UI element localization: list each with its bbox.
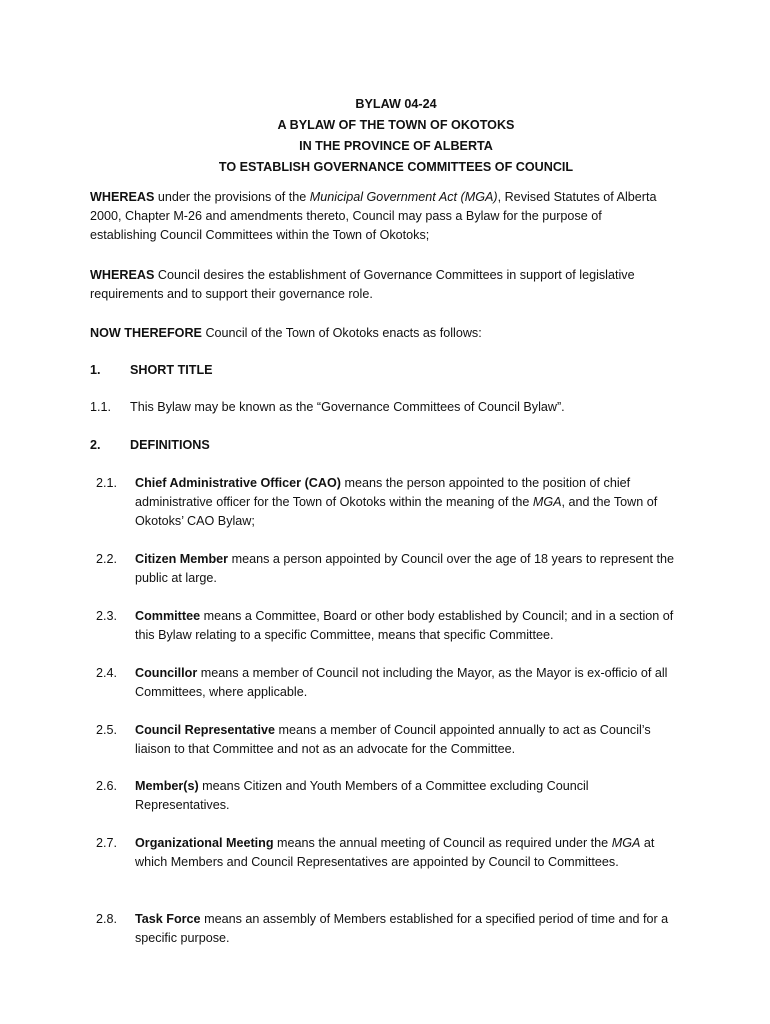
definition-term: Citizen Member <box>135 552 229 566</box>
definition-text: means an assembly of Members established for a specified period of time and for a specific purpose. <box>135 912 669 945</box>
definition-text: means a Committee, Board or other body established by Council; and in a section of this Bylaw relating to a specific Committee, means that specific Committee. <box>135 609 674 642</box>
definition-term: Council Representative <box>135 723 275 737</box>
section-heading-definitions <box>90 436 210 455</box>
section-number: 1. <box>90 363 101 377</box>
now-therefore-paragraph <box>90 324 670 343</box>
definition-number: 2.2. <box>96 552 118 566</box>
definition-text: means the person appointed to the position of chief administrative officer for the Town of Okotoks within the meaning of the <box>135 476 631 509</box>
section-number: 2. <box>90 438 101 452</box>
definition-term: Member(s) <box>135 779 199 793</box>
definition-term: Councillor <box>135 666 198 680</box>
definition-2-8 <box>96 910 676 948</box>
definition-text: , and the Town of Okotoks’ CAO Bylaw; <box>135 495 658 528</box>
definition-number: 2.8. <box>96 912 118 926</box>
definition-italic: MGA <box>532 495 562 509</box>
definition-text: means a member of Council not including the Mayor, as the Mayor is ex-officio of all Committees, where applicable. <box>135 666 668 699</box>
definition-2-7 <box>96 834 676 872</box>
definition-term: Task Force <box>135 912 201 926</box>
bylaw-title-line: TO ESTABLISH GOVERNANCE COMMITTEES OF COUNCIL <box>218 160 574 174</box>
definition-term: Committee <box>135 609 201 623</box>
definition-term: Chief Administrative Officer (CAO) <box>135 476 341 490</box>
bylaw-title-block <box>90 94 702 178</box>
definition-2-5 <box>96 721 676 759</box>
definition-text: means Citizen and Youth Members of a Committee excluding Council Representatives. <box>135 779 589 812</box>
whereas-paragraph-1 <box>90 188 670 245</box>
definition-number: 2.5. <box>96 723 118 737</box>
definition-number: 2.6. <box>96 779 118 793</box>
definition-text: means a person appointed by Council over the age of 18 years to represent the public at large. <box>135 552 675 585</box>
definition-number: 2.1. <box>96 476 118 490</box>
clause-number: 1.1. <box>90 400 112 414</box>
definition-number: 2.3. <box>96 609 118 623</box>
now-therefore-text: Council of the Town of Okotoks enacts as follows: <box>201 326 482 340</box>
bylaw-number: BYLAW 04-24 <box>355 97 437 111</box>
definition-2-1 <box>96 474 676 531</box>
whereas-text: Council desires the establishment of Governance Committees in support of legislative requirements and to support their governance role. <box>90 268 635 301</box>
whereas-text: under the provisions of the <box>154 190 310 204</box>
now-therefore-lead: NOW THEREFORE <box>90 326 202 340</box>
definition-2-3 <box>96 607 676 645</box>
definition-number: 2.7. <box>96 836 118 850</box>
definition-italic: MGA <box>611 836 641 850</box>
clause-1-1 <box>90 398 690 417</box>
bylaw-title-line: IN THE PROVINCE OF ALBERTA <box>299 139 493 153</box>
definition-text: means the annual meeting of Council as required under the <box>273 836 612 850</box>
clause-text: This Bylaw may be known as the “Governance Committees of Council Bylaw”. <box>130 400 565 414</box>
whereas-lead: WHEREAS <box>90 190 155 204</box>
section-heading-short-title <box>90 361 213 380</box>
section-title: SHORT TITLE <box>130 363 213 377</box>
definition-2-2 <box>96 550 676 588</box>
act-name: Municipal Government Act (MGA) <box>309 190 498 204</box>
whereas-paragraph-2 <box>90 266 670 304</box>
whereas-lead: WHEREAS <box>90 268 155 282</box>
bylaw-title-line: A BYLAW OF THE TOWN OF OKOTOKS <box>277 118 515 132</box>
definition-number: 2.4. <box>96 666 118 680</box>
whereas-text: , Revised Statutes of Alberta 2000, Chapter M-26 and amendments thereto, Council may pass a Bylaw for the purpose of establishing Council Committees within the Town of Okotoks; <box>90 190 657 242</box>
section-title: DEFINITIONS <box>130 438 210 452</box>
definition-2-4 <box>96 664 676 702</box>
definition-text: means a member of Council appointed annually to act as Council’s liaison to that Committee and not as an advocate for the Committee. <box>135 723 651 756</box>
definition-text: at which Members and Council Representatives are appointed by Council to Committees. <box>135 836 655 869</box>
definition-2-6 <box>96 777 676 815</box>
definition-term: Organizational Meeting <box>135 836 274 850</box>
